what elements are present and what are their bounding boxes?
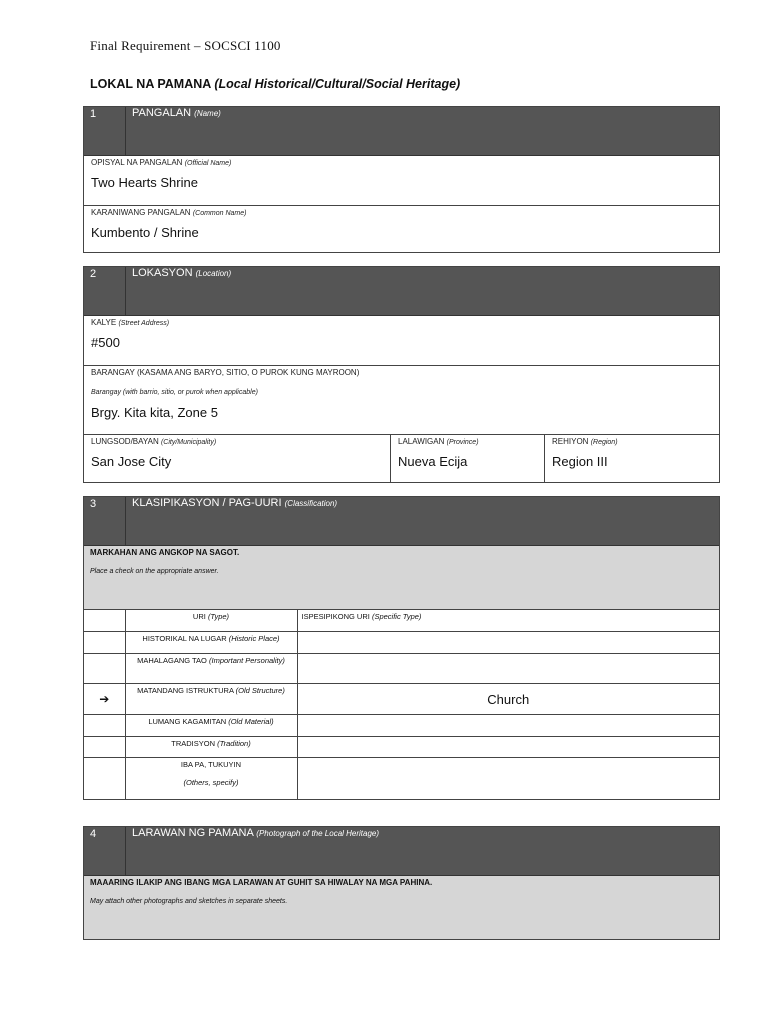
check-cell[interactable]	[84, 632, 125, 654]
check-cell[interactable]	[84, 715, 125, 737]
barangay-label-en: Barangay (with barrio, sitio, or purok when applicable)	[91, 389, 258, 396]
type-column-header: URI (Type)	[125, 610, 297, 632]
check-cell[interactable]	[84, 737, 125, 758]
street-field[interactable]	[84, 316, 719, 365]
section-subtitle: (Location)	[195, 269, 232, 278]
document-title	[90, 77, 460, 91]
section-number: 1	[90, 107, 126, 155]
region-label: REHIYON (Region)	[552, 437, 618, 446]
section-title-text: LARAWAN NG PAMANA	[132, 827, 254, 839]
type-label: IBA PA, TUKUYIN (Others, specify)	[125, 758, 297, 800]
specific-type-cell[interactable]	[297, 737, 719, 758]
section-title	[132, 497, 337, 509]
common-name-label: KARANIWANG PANGALAN (Common Name)	[91, 208, 247, 217]
instruction-text: MAAARING ILAKIP ANG IBANG MGA LARAWAN AT GUHIT SA HIWALAY NA MGA PAHINA.	[90, 878, 433, 887]
type-label: TRADISYON (Tradition)	[125, 737, 297, 758]
specific-column-header: ISPESIPIKONG URI (Specific Type)	[297, 610, 719, 632]
region-value[interactable]: Region III	[552, 454, 608, 469]
table-row	[84, 758, 719, 800]
section-title-text: PANGALAN	[132, 107, 192, 119]
official-name-field[interactable]	[84, 156, 719, 205]
section-header	[84, 497, 719, 546]
specific-type-cell[interactable]	[297, 654, 719, 684]
barangay-label: BARANGAY (KASAMA ANG BARYO, SITIO, O PUROK KUNG MAYROON)	[91, 368, 360, 377]
common-name-value[interactable]: Kumbento / Shrine	[91, 225, 199, 240]
instruction-box	[84, 876, 719, 939]
section-location	[83, 266, 720, 483]
page-header: Final Requirement – SOCSCI 1100	[90, 38, 281, 53]
section-header	[84, 827, 719, 876]
common-name-field[interactable]	[84, 205, 719, 252]
city-label: LUNGSOD/BAYAN (City/Municipality)	[91, 437, 217, 446]
region-field[interactable]	[544, 435, 719, 483]
section-header	[84, 267, 719, 316]
specific-type-cell[interactable]: Church	[297, 684, 719, 715]
instruction-text: MARKAHAN ANG ANGKOP NA SAGOT.	[90, 548, 240, 557]
table-row	[84, 654, 719, 684]
street-value[interactable]: #500	[91, 335, 120, 350]
title-sub: (Local Historical/Cultural/Social Heritage)	[214, 77, 461, 91]
mark-column-header	[84, 610, 125, 632]
section-title	[132, 827, 379, 839]
section-subtitle: (Name)	[194, 109, 221, 118]
instruction-box	[84, 546, 719, 609]
section-title	[132, 267, 231, 279]
section-title-text: KLASIPIKASYON / PAG-UURI	[132, 497, 282, 509]
table-row	[84, 632, 719, 654]
city-field[interactable]	[84, 435, 390, 483]
instruction-text-en: Place a check on the appropriate answer.	[90, 568, 219, 575]
specific-type-cell[interactable]	[297, 632, 719, 654]
section-header	[84, 107, 719, 156]
province-label: LALAWIGAN (Province)	[398, 437, 479, 446]
official-name-label: OPISYAL NA PANGALAN (Official Name)	[91, 158, 232, 167]
title-main: LOKAL NA PAMANA	[90, 77, 211, 91]
check-cell[interactable]	[84, 654, 125, 684]
section-title-text: LOKASYON	[132, 267, 193, 279]
section-classification	[83, 496, 720, 800]
type-label: HISTORIKAL NA LUGAR (Historic Place)	[125, 632, 297, 654]
arrow-icon[interactable]: ➔	[84, 684, 125, 715]
section-name	[83, 106, 720, 253]
section-photograph	[83, 826, 720, 940]
city-province-region-row	[84, 434, 719, 483]
type-label: LUMANG KAGAMITAN (Old Material)	[125, 715, 297, 737]
section-subtitle: (Photograph of the Local Heritage)	[256, 829, 380, 838]
table-header-row	[84, 610, 719, 632]
province-field[interactable]	[390, 435, 544, 483]
table-row	[84, 715, 719, 737]
province-value[interactable]: Nueva Ecija	[398, 454, 468, 469]
check-cell[interactable]	[84, 758, 125, 800]
barangay-value[interactable]: Brgy. Kita kita, Zone 5	[91, 405, 218, 420]
type-label: MAHALAGANG TAO (Important Personality)	[125, 654, 297, 684]
section-subtitle: (Classification)	[284, 499, 338, 508]
table-row	[84, 684, 719, 715]
classification-table	[84, 609, 719, 800]
section-number: 4	[90, 827, 126, 875]
specific-type-cell[interactable]	[297, 715, 719, 737]
barangay-field[interactable]	[84, 365, 719, 434]
section-title	[132, 107, 221, 119]
street-label: KALYE (Street Address)	[91, 318, 170, 327]
type-label: MATANDANG ISTRUKTURA (Old Structure)	[125, 684, 297, 715]
specific-type-cell[interactable]	[297, 758, 719, 800]
table-row	[84, 737, 719, 758]
city-value[interactable]: San Jose City	[91, 454, 172, 469]
instruction-text-en: May attach other photographs and sketches in separate sheets.	[90, 898, 288, 905]
section-number: 2	[90, 267, 126, 315]
official-name-value[interactable]: Two Hearts Shrine	[91, 175, 198, 190]
section-number: 3	[90, 497, 126, 545]
